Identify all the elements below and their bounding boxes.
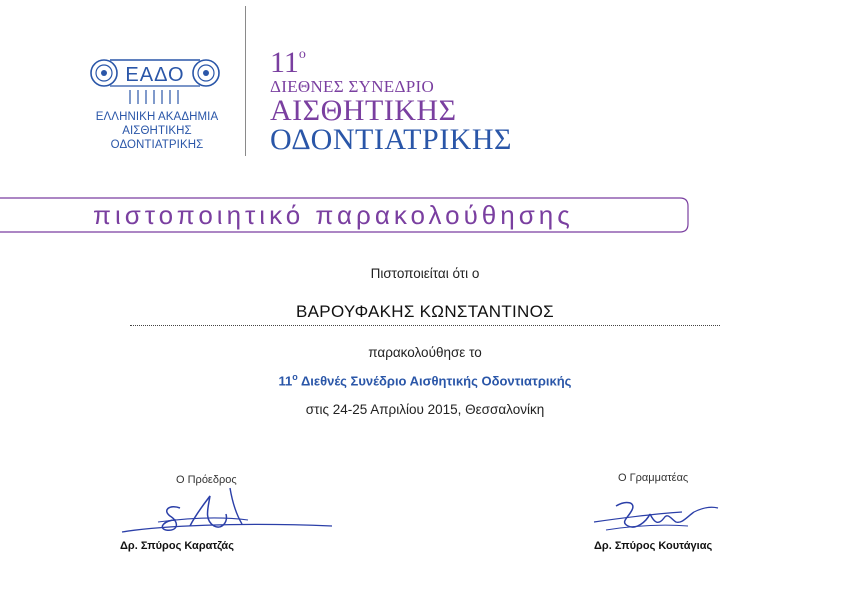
congress-title-line-1: ΔΙΕΘΝΕΣ ΣΥΝΕΔΡΙΟ <box>270 77 435 96</box>
congress-number: $11^o$ <box>270 46 306 79</box>
header-divider <box>245 6 246 156</box>
recipient-name: ΒΑΡΟΥΦΑΚΗΣ ΚΩΝΣΤΑΝΤΙΝΟΣ <box>296 302 554 321</box>
congress-title-line-3: ΟΔΟΝΤΙΑΤΡΙΚΗΣ <box>270 123 512 156</box>
president-name: Δρ. Σπύρος Καρατζάς <box>120 540 234 552</box>
congress-title-line-2: ΑΙΣΘΗΤΙΚΗΣ <box>270 94 457 127</box>
secretary-role: Ο Γραμματέας <box>618 472 689 484</box>
secretary-name: Δρ. Σπύρος Κουτάγιας <box>594 540 713 552</box>
certificate-title: πιστοποιητικό παρακολούθησης <box>93 200 574 230</box>
logo-text: ΕΑΔΟ <box>125 64 185 86</box>
certified-text: Πιστοποιείται ότι ο <box>370 266 480 281</box>
org-name-line-1: ΕΛΛΗΝΙΚΗ ΑΚΑΔΗΜΙΑ <box>95 111 219 123</box>
academy-logo <box>84 46 226 110</box>
attended-text: παρακολούθησε το <box>368 345 482 360</box>
event-name: $11^o$ Διεθνές Συνέδριο Αισθητικής Οδοντιατρικής <box>278 372 572 389</box>
president-role: Ο Πρόεδρος <box>176 474 237 486</box>
event-date-location: στις 24-25 Απριλίου 2015, Θεσσαλονίκη <box>305 402 545 417</box>
org-name-line-3: ΟΔΟΝΤΙΑΤΡΙΚΗΣ <box>110 139 204 151</box>
name-underline <box>130 325 720 326</box>
org-name-line-2: ΑΙΣΘΗΤΙΚΗΣ <box>122 125 192 137</box>
secretary-signature <box>592 492 722 538</box>
president-signature <box>118 486 338 538</box>
